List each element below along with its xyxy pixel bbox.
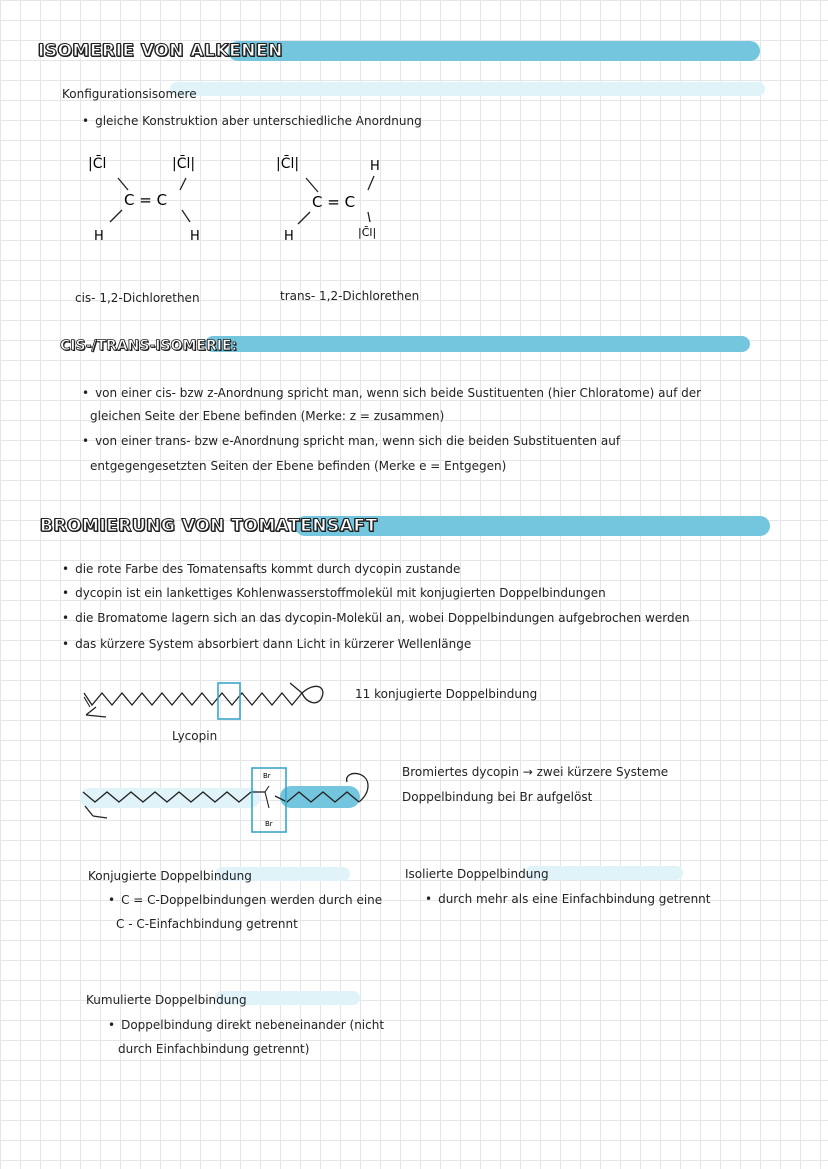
br-top-label: Br (263, 772, 271, 780)
cis-cl-right: |C̄l| (172, 156, 196, 172)
trans-cl-left: |C̄l| (276, 156, 300, 172)
bullet-konstruktion: • gleiche Konstruktion aber unterschiedliche Anordnung (82, 113, 422, 129)
kumuliert-line2: durch Einfachbindung getrennt) (118, 1042, 310, 1056)
trans-h-top: H (370, 159, 380, 174)
lycopin-note: 11 konjugierte Doppelbindung (355, 687, 538, 701)
trans-label: trans- 1,2-Dichlorethen (280, 289, 420, 303)
section-title-bromierung: BROMIERUNG VON TOMATENSAFT (40, 516, 378, 536)
cis-h-right: H (190, 229, 200, 244)
konjugiert-line2: C - C-Einfachbindung getrennt (116, 917, 298, 931)
section-title-cis-trans: CIS-/TRANS-ISOMERIE: (60, 338, 238, 354)
heading-highlight-bar-2 (205, 336, 750, 352)
brom-note-2: Doppelbindung bei Br aufgelöst (402, 790, 593, 804)
section-title-isomerie: ISOMERIE VON ALKENEN (38, 41, 283, 61)
lycopin-structure (80, 675, 330, 725)
cis-label: cis- 1,2-Dichlorethen (75, 291, 200, 305)
cis-dichlorethen-structure (80, 150, 230, 250)
trans-dichlorethen-structure (270, 150, 420, 250)
bromiertes-lycopin-structure (75, 762, 375, 837)
kumuliert-line1: • Doppelbindung direkt nebeneinander (nicht (108, 1017, 384, 1033)
bullet-kohlenwasserstoff: • dycopin ist ein lankettiges Kohlenwasserstoffmolekül mit konjugierten Doppelbindungen (62, 585, 606, 601)
kumuliert-title: Kumulierte Doppelbindung (86, 993, 247, 1007)
bullet-trans-line1: • von einer trans- bzw e-Anordnung spricht man, wenn sich die beiden Substituenten auf (82, 433, 620, 449)
isoliert-title: Isolierte Doppelbindung (405, 867, 549, 881)
lycopin-label: Lycopin (172, 729, 218, 743)
bullet-bromatome: • die Bromatome lagern sich an das dycopin-Molekül an, wobei Doppelbindungen aufgebrochen werden (62, 610, 690, 626)
br-bottom-label: Br (265, 820, 273, 828)
cis-core: C = C (124, 191, 168, 209)
subheading-highlight-bar (170, 82, 765, 96)
trans-core: C = C (312, 193, 356, 211)
bullet-cis-line1: • von einer cis- bzw z-Anordnung spricht man, wenn sich beide Sustituenten (hier Chloratome) auf der (82, 385, 701, 401)
konjugiert-line1: • C = C-Doppelbindungen werden durch eine (108, 892, 382, 908)
heading-highlight-bar (228, 41, 760, 61)
konjugiert-title: Konjugierte Doppelbindung (88, 869, 252, 883)
bullet-cis-line2: gleichen Seite der Ebene befinden (Merke: z = zusammen) (90, 409, 445, 423)
bullet-wellenlaenge: • das kürzere System absorbiert dann Licht in kürzerer Wellenlänge (62, 636, 471, 652)
bullet-trans-line2: entgegengesetzten Seiten der Ebene befinden (Merke e = Entgegen) (90, 459, 507, 473)
brom-note-1: Bromiertes dycopin → zwei kürzere Systeme (402, 765, 669, 779)
iso-highlight-bar (525, 866, 683, 880)
isoliert-line1: • durch mehr als eine Einfachbindung getrennt (425, 891, 710, 907)
trans-h-left: H (284, 229, 294, 244)
bullet-farbe: • die rote Farbe des Tomatensafts kommt durch dycopin zustande (62, 561, 460, 577)
cis-h-left: H (94, 229, 104, 244)
trans-cl-bottom: |C̄l| (358, 226, 377, 239)
cis-cl-left: |C̄l (88, 156, 107, 172)
subtitle-konfigurationsisomere: Konfigurationsisomere (62, 87, 197, 101)
